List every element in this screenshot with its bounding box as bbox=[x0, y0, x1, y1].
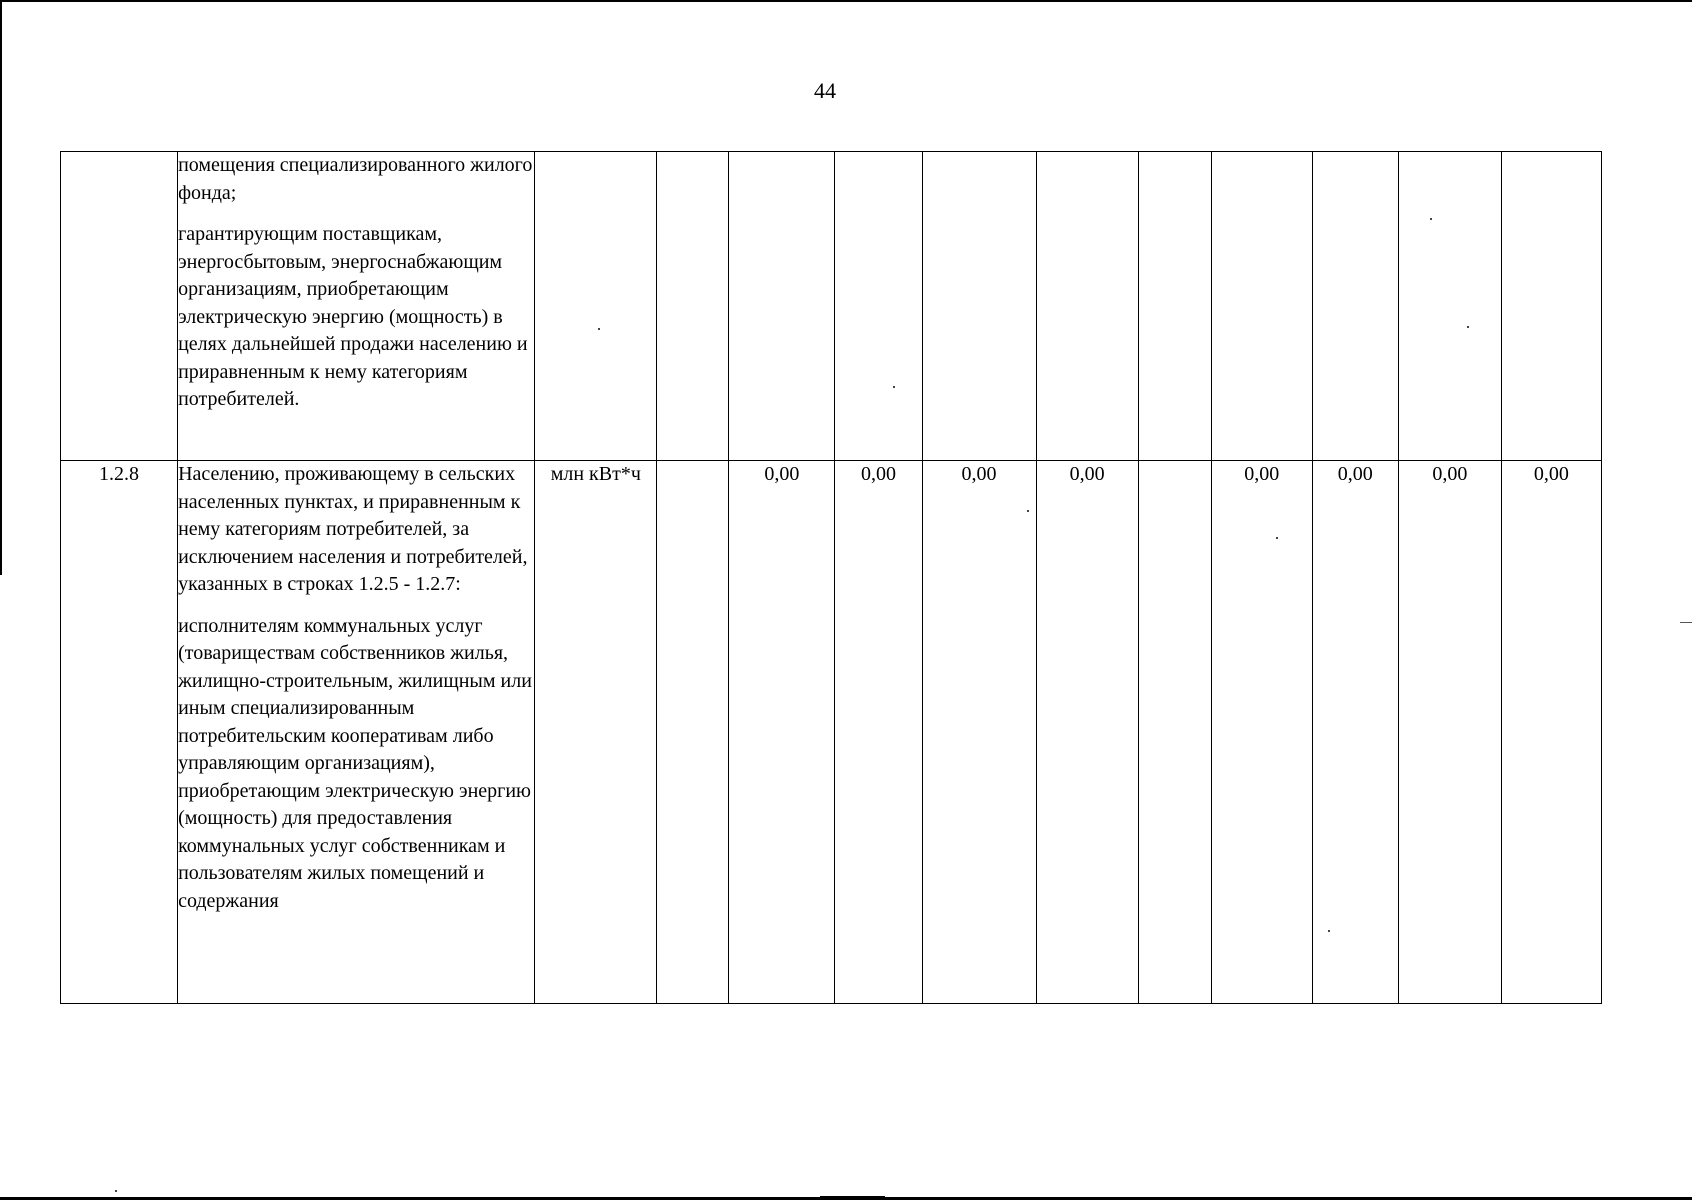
table-row bbox=[61, 152, 1602, 461]
row-description bbox=[178, 461, 535, 1004]
scan-speck bbox=[1027, 510, 1029, 512]
unit-cell bbox=[535, 152, 657, 461]
scan-speck bbox=[1467, 326, 1469, 328]
scan-border-left bbox=[0, 0, 2, 575]
value-cell bbox=[1036, 152, 1138, 461]
scan-mark bbox=[820, 1196, 885, 1197]
table-row bbox=[61, 461, 1602, 1004]
value-cell bbox=[1138, 152, 1211, 461]
scan-speck bbox=[1276, 537, 1278, 539]
description-paragraph: Населению, проживающему в сельских населенных пунктах, и приравненным к нему категориям потребителей, за исключением населения и потребителей, указанных в строках 1.2.5 - 1.2.7: bbox=[178, 463, 528, 595]
value-cell: 0,00 bbox=[1312, 461, 1398, 1004]
scan-speck bbox=[115, 1190, 117, 1192]
value-cell: 0,00 bbox=[1501, 461, 1601, 1004]
description-paragraph: исполнителям коммунальных услуг (товариществам собственников жилья, жилищно-строительным, жилищным или иным специализированным потребительским кооперативам либо управляющим организациям), приобретающим электрическую энергию (мощность) для предоставления коммунальных услуг собственникам и пользователям жилых помещений и содержания bbox=[178, 614, 532, 912]
value-cell bbox=[1211, 152, 1312, 461]
value-cell bbox=[657, 152, 729, 461]
value-cell: 0,00 bbox=[1398, 461, 1501, 1004]
value-cell: 0,00 bbox=[729, 461, 835, 1004]
scan-speck bbox=[1430, 218, 1432, 220]
scan-speck bbox=[598, 328, 600, 330]
data-table bbox=[60, 151, 1602, 1004]
scan-mark bbox=[1680, 622, 1692, 623]
row-description bbox=[178, 152, 535, 461]
unit-cell: млн кВт*ч bbox=[535, 461, 657, 1004]
value-cell: 0,00 bbox=[1036, 461, 1138, 1004]
value-cell bbox=[1312, 152, 1398, 461]
row-code bbox=[61, 152, 178, 461]
value-cell bbox=[1138, 461, 1211, 1004]
value-cell: 0,00 bbox=[922, 461, 1036, 1004]
description-paragraph: помещения специализированного жилого фонда; bbox=[178, 154, 533, 204]
scan-speck bbox=[1328, 930, 1330, 932]
scan-speck bbox=[893, 386, 895, 388]
page-number: 44 bbox=[814, 78, 836, 103]
value-cell bbox=[729, 152, 835, 461]
value-cell bbox=[657, 461, 729, 1004]
value-cell bbox=[922, 152, 1036, 461]
value-cell bbox=[835, 152, 922, 461]
value-cell: 0,00 bbox=[835, 461, 922, 1004]
value-cell bbox=[1501, 152, 1601, 461]
value-cell bbox=[1398, 152, 1501, 461]
scan-border-top bbox=[0, 0, 1692, 2]
description-paragraph: гарантирующим поставщикам, энергосбытовым, энергоснабжающим организациям, приобретающим электрическую энергию (мощность) в целях дальнейшей продажи населению и приравненным к нему категориям потребителей. bbox=[178, 223, 528, 410]
row-code: 1.2.8 bbox=[61, 461, 178, 1004]
value-cell: 0,00 bbox=[1211, 461, 1312, 1004]
